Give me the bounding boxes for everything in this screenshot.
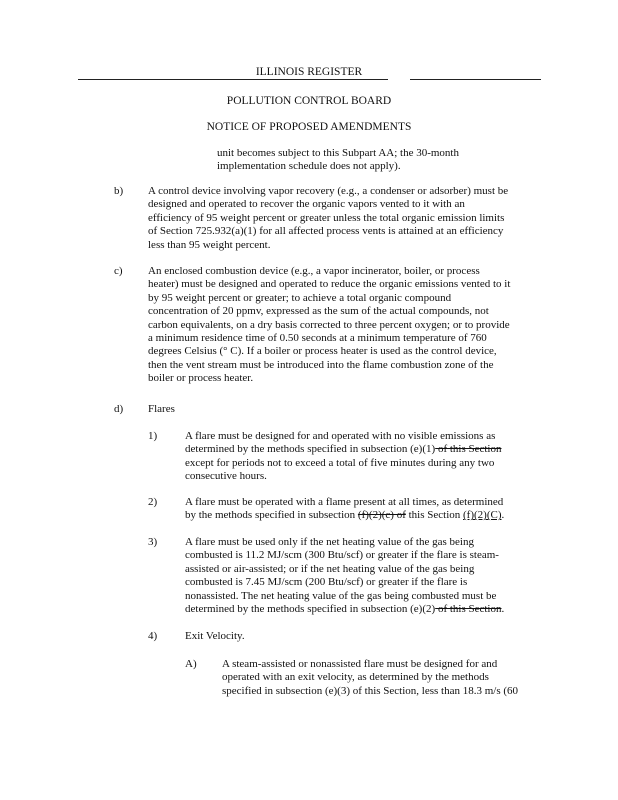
text-line xyxy=(185,443,547,456)
text-line: consecutive hours. xyxy=(185,470,267,483)
text-line: A control device involving vapor recovery (e.g., a condenser or adsorber) must be xyxy=(148,185,509,197)
item-2-label: 2) xyxy=(148,496,158,508)
text-span: by the methods specified in subsection xyxy=(185,509,358,522)
section-d-title: Flares xyxy=(148,403,175,415)
section-c-label: c) xyxy=(114,265,123,277)
text-span: determined by the methods specified in subsection (e)(1) xyxy=(185,443,436,456)
item-3-text xyxy=(185,536,547,616)
register-title: ILLINOIS REGISTER xyxy=(255,66,363,78)
deleted-text: (f)(2)(c) of xyxy=(357,509,406,522)
board-title: POLLUTION CONTROL BOARD xyxy=(226,95,392,107)
text-line: degrees Celsius (° C). If a boiler or process heater is used as the control device, xyxy=(148,345,497,358)
text-line: operated with an exit velocity, as determined by the methods xyxy=(222,671,489,684)
subitem-A-text xyxy=(222,658,547,698)
text-span: . xyxy=(501,509,505,522)
deleted-text: of this Section xyxy=(435,603,502,616)
section-d-label: d) xyxy=(114,403,124,415)
text-line: concentration of 20 ppmv, expressed as the sum of the actual compounds, not xyxy=(148,305,489,318)
header-rule-center xyxy=(238,79,388,80)
text-line: boiler or process heater. xyxy=(148,372,254,385)
text-line: efficiency of 95 weight percent or greater unless the total organic emission limits xyxy=(148,211,505,224)
section-c-text xyxy=(148,265,546,386)
text-span: this Section xyxy=(405,509,463,522)
text-line: combusted is 7.45 MJ/scm (200 Btu/scf) or greater if the flare is xyxy=(185,576,468,589)
text-line: combusted is 11.2 MJ/scm (300 Btu/scf) or greater if the flare is steam- xyxy=(185,549,499,562)
item-3-label: 3) xyxy=(148,536,158,548)
text-span: determined by the methods specified in subsection (e)(2) xyxy=(185,603,436,616)
deleted-text: of this Section xyxy=(435,443,502,456)
header-rule-left xyxy=(78,79,238,80)
text-line: assisted or air-assisted; or if the net heating value of the gas being xyxy=(185,562,475,575)
notice-title: NOTICE OF PROPOSED AMENDMENTS xyxy=(206,121,412,133)
text-line: A flare must be used only if the net heating value of the gas being xyxy=(185,536,474,548)
text-line: designed and operated to recover the organic vapors vented to it with an xyxy=(148,198,465,211)
text-line: nonassisted. The net heating value of the gas being combusted must be xyxy=(185,589,497,602)
text-line: of Section 725.932(a)(1) for all affected process vents is attained at an efficiency xyxy=(148,225,504,238)
text-line: specified in subsection (e)(3) of this Section, less than 18.3 m/s (60 xyxy=(222,684,519,697)
text-line xyxy=(185,509,547,522)
item-2-text xyxy=(185,496,547,523)
text-line: a minimum residence time of 0.50 seconds at a minimum temperature of 760 xyxy=(148,332,487,345)
section-b-label: b) xyxy=(114,185,124,197)
item-1-label: 1) xyxy=(148,430,158,442)
text-line: except for periods not to exceed a total of five minutes during any two xyxy=(185,456,495,469)
header-rule-right xyxy=(410,79,541,80)
text-line: unit becomes subject to this Subpart AA; the 30-month xyxy=(217,147,459,159)
item-4-title: Exit Velocity. xyxy=(185,630,245,642)
text-line: heater) must be designed and operated to reduce the organic emissions vented to it xyxy=(148,278,511,291)
subitem-A-label: A) xyxy=(185,658,197,670)
text-line: A flare must be operated with a flame present at all times, as determined xyxy=(185,496,504,508)
item-4-label: 4) xyxy=(148,630,158,642)
text-line: then the vent stream must be introduced into the flame combustion zone of the xyxy=(148,358,494,371)
text-line: An enclosed combustion device (e.g., a vapor incinerator, boiler, or process xyxy=(148,265,480,277)
text-line: implementation schedule does not apply). xyxy=(217,160,401,173)
text-line: less than 95 weight percent. xyxy=(148,238,271,251)
text-line: A steam-assisted or nonassisted flare must be designed for and xyxy=(222,658,498,670)
section-b-text xyxy=(148,185,546,252)
text-line: carbon equivalents, on a dry basis corrected to three percent oxygen; or to provide xyxy=(148,318,510,331)
text-line: by 95 weight percent or greater; to achieve a total organic compound xyxy=(148,291,452,304)
continuation-text xyxy=(217,147,547,174)
inserted-text: (f)(2)(C) xyxy=(463,509,502,522)
text-span: . xyxy=(501,603,505,616)
text-line: A flare must be designed for and operated with no visible emissions as xyxy=(185,430,496,442)
text-line xyxy=(185,603,547,616)
item-1-text xyxy=(185,430,547,484)
